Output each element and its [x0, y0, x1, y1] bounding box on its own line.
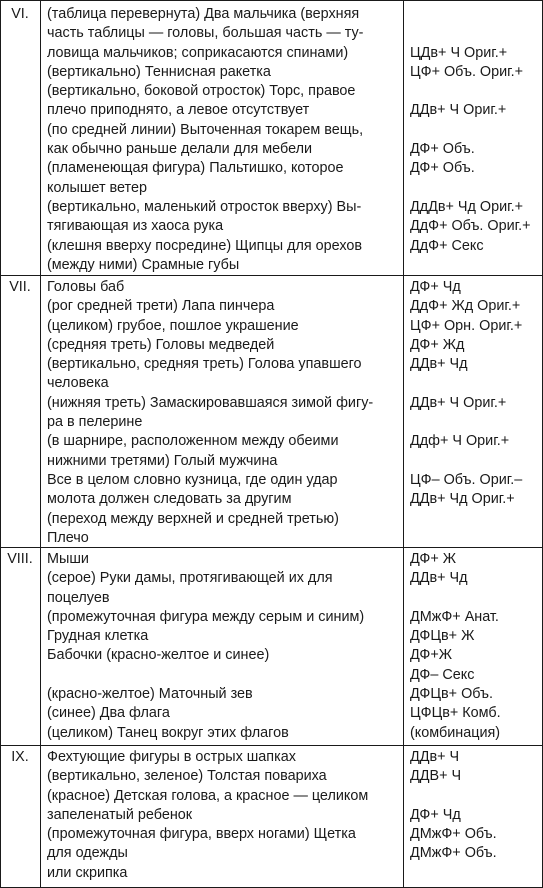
code-line: ДФ+ Ж	[410, 551, 457, 567]
text-line: (целиком) грубое, пошлое украшение	[47, 317, 299, 334]
table-row-ix	[0, 746, 543, 888]
code-line	[410, 256, 542, 275]
code-line	[410, 5, 542, 24]
text-line: (вертикально) Теннисная ракетка	[47, 63, 271, 80]
text-line: Плечо	[47, 529, 89, 546]
text-line: часть таблицы — головы, большая часть — ту-	[47, 25, 364, 42]
code-line	[410, 864, 542, 883]
response-code	[410, 5, 542, 275]
text-line: (пламенеющая фигура) Пальтишко, которое	[47, 160, 344, 177]
text-line: Мыши	[47, 551, 89, 567]
text-line: Фехтующие фигуры в острых шапках	[47, 749, 296, 765]
code-line: ДДВ+ Ч	[410, 768, 462, 785]
code-line: ДФЦв+ Объ.	[410, 686, 494, 703]
response-text	[47, 550, 402, 743]
code-line	[410, 24, 542, 43]
card-number: VI.	[11, 6, 29, 22]
code-line: ДМжФ+ Объ.	[410, 845, 497, 862]
text-line: молота должен следовать за другим	[47, 491, 292, 508]
code-line: ДФЦв+ Ж	[410, 628, 475, 645]
text-line: (красное) Детская голова, а красное — целиком	[47, 787, 369, 804]
code-line: ЦФЦв+ Комб.	[410, 705, 501, 722]
text-line: (вертикально, боковой отросток) Торс, правое	[47, 83, 356, 100]
response-code	[410, 550, 542, 743]
card-number: VII.	[9, 279, 31, 295]
text-line: (в шарнире, расположенном между обеими	[47, 433, 339, 450]
code-line: ДДв+ Чд Ориг.+	[410, 491, 515, 508]
code-line: ДФ+ Объ.	[410, 141, 475, 158]
text-line: Головы баб	[47, 279, 125, 295]
table-row-vii	[0, 276, 543, 547]
code-line	[410, 529, 542, 548]
code-line: ДФ+Ж	[410, 647, 453, 664]
code-line	[410, 452, 542, 471]
text-line: (вертикально, маленький отросток вверху) Вы-	[47, 198, 362, 215]
text-line: Все в целом словно кузница, где один удар	[47, 471, 338, 488]
text-line: (средняя треть) Головы медведей	[47, 336, 275, 353]
text-line: Грудная клетка	[47, 628, 149, 645]
code-line: ДдФ+ Секс	[410, 237, 484, 254]
text-line: (рог средней трети) Лапа пинчера	[47, 298, 275, 315]
response-text	[47, 278, 402, 548]
code-line: ДдФ+ Жд Ориг.+	[410, 298, 521, 315]
text-line: плечо приподнято, а левое отсутствует	[47, 102, 310, 119]
table-row-viii	[0, 548, 543, 745]
text-line: (вертикально, зеленое) Толстая повариха	[47, 768, 327, 785]
text-line: (промежуточная фигура, вверх ногами) Щетка	[47, 826, 356, 843]
text-line: (красно-желтое) Маточный зев	[47, 686, 253, 703]
code-line	[410, 374, 542, 393]
code-line: ДдФ+ Объ. Ориг.+	[410, 218, 531, 235]
code-line: ДДв+ Чд	[410, 570, 468, 587]
code-line: ДДв+ Ч Ориг.+	[410, 102, 507, 119]
code-line: ДМжФ+ Анат.	[410, 608, 499, 625]
card-number: IX.	[11, 749, 29, 765]
text-line: (промежуточная фигура между серым и синим)	[47, 608, 365, 625]
code-line: ЦФ– Объ. Ориг.–	[410, 471, 523, 488]
text-line: как обычно раньше делали для мебели	[47, 141, 313, 158]
text-line	[47, 666, 402, 685]
text-line: Бабочки (красно-желтое и синее)	[47, 647, 270, 664]
code-line	[410, 121, 542, 140]
text-line: или скрипка	[47, 864, 128, 881]
response-code	[410, 278, 542, 548]
response-text	[47, 5, 402, 275]
text-line: (таблица перевернута) Два мальчика (верхняя	[47, 6, 360, 22]
text-line: (между ними) Срамные губы	[47, 256, 240, 273]
code-line: ДДв+ Чд	[410, 356, 468, 373]
code-line: ДФ– Секс	[410, 666, 475, 683]
text-line: (синее) Два флага	[47, 705, 170, 722]
text-line: запеленатый ребенок	[47, 806, 193, 823]
text-line: (целиком) Танец вокруг этих флагов	[47, 724, 289, 741]
text-line: ловища мальчиков; соприкасаются спинами)	[47, 44, 349, 61]
code-line: Ддф+ Ч Ориг.+	[410, 433, 510, 450]
text-line: поцелуев	[47, 589, 110, 606]
text-line: (вертикально, средняя треть) Голова упавшего	[47, 356, 362, 373]
text-line: для одежды	[47, 845, 128, 862]
text-line: (клешня вверху посредине) Щипцы для орехов	[47, 237, 363, 254]
code-line	[410, 82, 542, 101]
code-line	[410, 787, 542, 806]
text-line: (нижняя треть) Замаскировавшаяся зимой фигу-	[47, 394, 374, 411]
text-line: человека	[47, 375, 109, 392]
text-line: тягивающая из хаоса рука	[47, 218, 224, 235]
text-line: колышет ветер	[47, 179, 147, 196]
code-line	[410, 179, 542, 198]
response-code	[410, 748, 542, 883]
text-line: (по средней линии) Выточенная токарем вещь,	[47, 121, 364, 138]
code-line: ДМжФ+ Объ.	[410, 826, 497, 843]
code-line: ЦФ+ Объ. Ориг.+	[410, 63, 524, 80]
code-line	[410, 413, 542, 432]
table-row-vi	[0, 3, 543, 275]
code-line: ДФ+ Чд	[410, 279, 461, 295]
code-line: ДДв+ Ч	[410, 749, 460, 765]
code-line: ДдДв+ Чд Ориг.+	[410, 198, 524, 215]
code-line: (комбинация)	[410, 724, 501, 741]
card-number: VIII.	[7, 551, 33, 567]
code-line	[410, 589, 542, 608]
response-text	[47, 748, 402, 883]
code-line: ДФ+ Жд	[410, 336, 465, 353]
text-line: ра в пелерине	[47, 414, 143, 431]
code-line	[410, 510, 542, 529]
text-line: (переход между верхней и средней третью)	[47, 510, 339, 527]
code-line: ДФ+ Объ.	[410, 160, 475, 177]
code-line: ЦДв+ Ч Ориг.+	[410, 44, 508, 61]
code-line: ЦФ+ Орн. Ориг.+	[410, 317, 523, 334]
code-line: ДФ+ Чд	[410, 806, 461, 823]
text-line: (серое) Руки дамы, протягивающей их для	[47, 570, 333, 587]
code-line: ДДв+ Ч Ориг.+	[410, 394, 507, 411]
text-line: нижними третями) Голый мужчина	[47, 452, 278, 469]
